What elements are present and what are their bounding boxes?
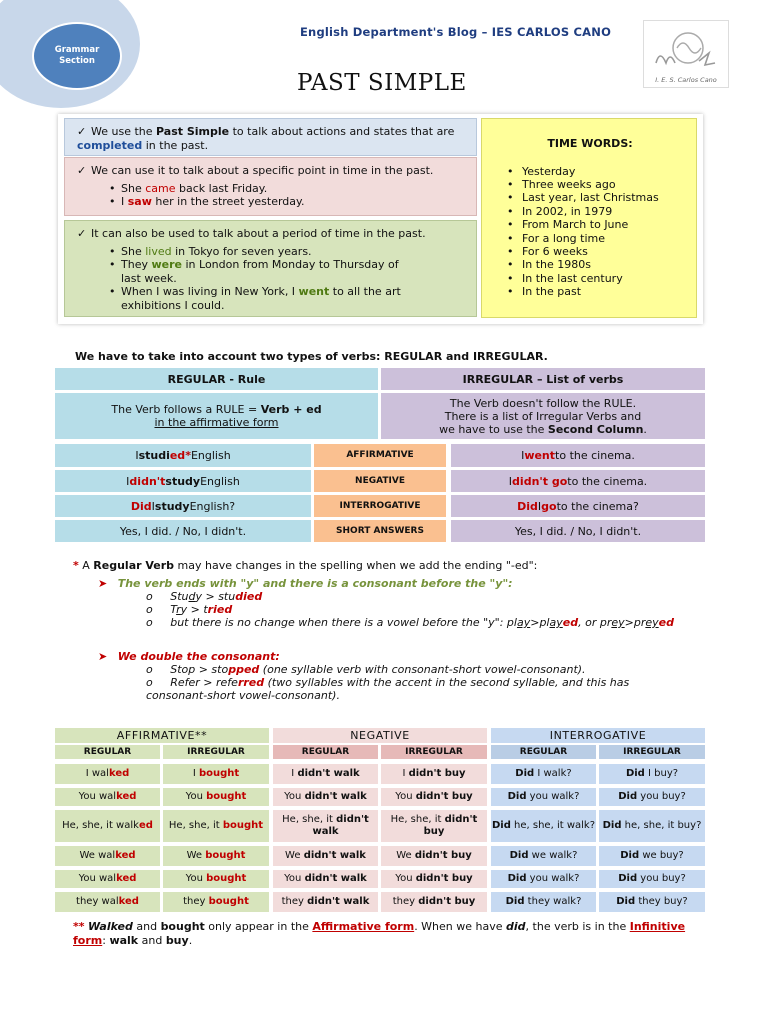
conjugation-cell bbox=[380, 891, 488, 913]
header-affirmative: AFFIRMATIVE** bbox=[54, 727, 270, 744]
conjugation-cell bbox=[54, 763, 161, 785]
conjugation-cell-text: Did they buy? bbox=[616, 896, 688, 907]
badge-line-2: Section bbox=[59, 56, 95, 66]
conjugation-cell bbox=[598, 845, 706, 867]
row-label-interrogative: INTERROGATIVE bbox=[313, 494, 447, 518]
conjugation-cell-text: You didn't buy bbox=[395, 873, 473, 884]
example-item: • She came back last Friday. bbox=[121, 182, 466, 196]
grammar-section-badge bbox=[32, 22, 122, 90]
use-keyword: Past Simple bbox=[156, 125, 230, 138]
time-word: • In the past bbox=[522, 285, 686, 298]
conjugation-cell-text: they didn't buy bbox=[392, 896, 476, 907]
affirmative-form-link[interactable]: Affirmative form bbox=[312, 920, 415, 933]
conjugation-cell-text: Did we buy? bbox=[620, 850, 684, 861]
conjugation-cell-text: He, she, it didn't walk bbox=[282, 814, 369, 837]
conjugation-cell bbox=[380, 845, 488, 867]
conjugation-cell-text: We didn't buy bbox=[396, 850, 472, 861]
use-box-point-in-time bbox=[64, 157, 477, 216]
use-line: It can also be used to talk about a period of time in the past. bbox=[91, 227, 426, 240]
use-text: to talk about actions and states that are bbox=[229, 125, 455, 138]
irregular-negative: I didn't go to the cinema. bbox=[450, 469, 706, 493]
arrow-icon: ➤ bbox=[98, 577, 108, 590]
conjugation-cell bbox=[162, 845, 270, 867]
conjugation-cell-text: I didn't buy bbox=[402, 768, 466, 779]
regular-affirmative: I studi ed * English bbox=[54, 443, 312, 468]
regular-interrogative: Did I study English? bbox=[54, 494, 312, 518]
conjugation-cell-text: He, she, it didn't buy bbox=[390, 814, 478, 837]
subheader: REGULAR bbox=[54, 744, 161, 760]
irregular-interrogative: Did I go to the cinema? bbox=[450, 494, 706, 518]
conjugation-cell bbox=[272, 891, 379, 913]
conjugation-cell bbox=[598, 869, 706, 889]
time-words-title: TIME WORDS: bbox=[547, 137, 633, 150]
conjugation-cell bbox=[54, 787, 161, 807]
irregular-affirmative: I went to the cinema. bbox=[450, 443, 706, 468]
time-word: • In 2002, in 1979 bbox=[522, 205, 686, 218]
conjugation-cell bbox=[162, 787, 270, 807]
badge-line-1: Grammar bbox=[54, 45, 100, 55]
time-word: • For 6 weeks bbox=[522, 245, 686, 258]
conjugation-cell bbox=[54, 809, 161, 843]
conjugation-cell bbox=[380, 869, 488, 889]
header-negative: NEGATIVE bbox=[272, 727, 488, 744]
conjugation-cell-text: We didn't walk bbox=[285, 850, 366, 861]
arrow-icon: ➤ bbox=[98, 650, 108, 663]
conjugation-cell-text: they bought bbox=[183, 896, 249, 907]
use-keyword: completed bbox=[77, 138, 143, 152]
conjugation-cell bbox=[162, 869, 270, 889]
school-logo bbox=[643, 20, 729, 88]
conjugation-cell-text: He, she, it walked bbox=[62, 820, 153, 831]
row-label-affirmative: AFFIRMATIVE bbox=[313, 443, 447, 468]
conjugation-cell bbox=[54, 845, 161, 867]
time-word: • From March to June bbox=[522, 218, 686, 231]
subheader: IRREGULAR bbox=[162, 744, 270, 760]
conjugation-cell-text: they walked bbox=[76, 896, 139, 907]
conjugation-cell bbox=[272, 763, 379, 785]
spelling-rule-double: ➤ We double the consonant: bbox=[98, 650, 280, 663]
conjugation-cell-text: We walked bbox=[79, 850, 136, 861]
infinitive-form-link[interactable]: Infinitive form bbox=[73, 920, 686, 947]
conjugation-cell-text: Did you buy? bbox=[618, 791, 686, 802]
conjugation-cell-text: Did you buy? bbox=[618, 873, 686, 884]
example-item: • When I was living in New York, I went to all the art exhibitions I could. bbox=[121, 285, 441, 312]
conjugation-cell bbox=[490, 869, 597, 889]
regular-header: REGULAR - Rule bbox=[54, 367, 379, 391]
time-word: • For a long time bbox=[522, 232, 686, 245]
conjugation-cell bbox=[162, 809, 270, 843]
spelling-example: o Refer > referred (two syllables with the accent in the second syllable, and this has consonant-short vowel-consonant). bbox=[146, 676, 630, 702]
checkmark-icon: ✓ bbox=[77, 164, 87, 177]
conjugation-cell bbox=[598, 891, 706, 913]
spelling-example: o Stop > stopped (one syllable verb with consonant-short vowel-consonant). bbox=[146, 663, 586, 676]
time-word: • Yesterday bbox=[522, 165, 686, 178]
conjugation-cell bbox=[598, 809, 706, 843]
conjugation-cell-text: they didn't walk bbox=[281, 896, 370, 907]
conjugation-cell bbox=[490, 845, 597, 867]
spelling-rule-y: ➤ The verb ends with "y" and there is a consonant before the "y": bbox=[98, 577, 513, 590]
conjugation-cell-text: We bought bbox=[186, 850, 246, 861]
example-item: • She lived in Tokyo for seven years. bbox=[121, 245, 466, 259]
irregular-header: IRREGULAR – List of verbs bbox=[380, 367, 706, 391]
conjugation-cell bbox=[490, 891, 597, 913]
subheader: IRREGULAR bbox=[598, 744, 706, 760]
conjugation-cell-text: I bought bbox=[192, 768, 240, 779]
conjugation-cell-text: You bought bbox=[185, 873, 247, 884]
time-word: • In the last century bbox=[522, 272, 686, 285]
row-label-negative: NEGATIVE bbox=[313, 469, 447, 493]
conjugation-cell-text: Did they walk? bbox=[505, 896, 582, 907]
time-word: • In the 1980s bbox=[522, 258, 686, 271]
time-words-list bbox=[494, 165, 686, 299]
conjugation-cell-text: Did you walk? bbox=[507, 873, 580, 884]
time-word: • Three weeks ago bbox=[522, 178, 686, 191]
conjugation-cell bbox=[162, 763, 270, 785]
conjugation-cell-text: I didn't walk bbox=[291, 768, 360, 779]
conjugation-cell bbox=[54, 869, 161, 889]
regular-negative: I didn't study English bbox=[54, 469, 312, 493]
conjugation-cell bbox=[490, 787, 597, 807]
use-line: We can use it to talk about a specific point in time in the past. bbox=[91, 164, 434, 177]
regular-rule: The Verb follows a RULE = Verb + ed in the affirmative form bbox=[54, 392, 379, 440]
conjugation-cell bbox=[598, 787, 706, 807]
example-item: • They were in London from Monday to Thursday of last week. bbox=[121, 258, 421, 285]
conjugation-cell bbox=[162, 891, 270, 913]
conjugation-cell bbox=[380, 787, 488, 807]
footnote: ** Walked and bought only appear in the Affirmative form. When we have did, the verb is in the Infinitive form: walk and buy. bbox=[73, 920, 686, 947]
subheader: REGULAR bbox=[272, 744, 379, 760]
verb-types-intro: We have to take into account two types of verbs: REGULAR and IRREGULAR. bbox=[75, 350, 548, 363]
logo-caption: I. E. S. Carlos Cano bbox=[655, 76, 717, 84]
checkmark-icon: ✓ bbox=[77, 125, 87, 138]
conjugation-cell bbox=[272, 809, 379, 843]
conjugation-cell-text: You didn't walk bbox=[284, 873, 367, 884]
conjugation-cell-text: I walked bbox=[85, 768, 130, 779]
use-box-completed bbox=[64, 118, 477, 156]
conjugation-cell bbox=[380, 763, 488, 785]
conjugation-cell-text: Did we walk? bbox=[509, 850, 578, 861]
example-item: • I saw her in the street yesterday. bbox=[121, 195, 466, 209]
use-text: We use the bbox=[91, 125, 157, 138]
school-logo-icon bbox=[644, 21, 730, 77]
spelling-example: o but there is no change when there is a vowel before the "y": play>played, or prey>preyed bbox=[146, 616, 674, 629]
spelling-intro: * A Regular Verb may have changes in the spelling when we add the ending "-ed": bbox=[73, 559, 538, 572]
page-title: PAST SIMPLE bbox=[297, 70, 467, 96]
conjugation-cell-text: Did I walk? bbox=[515, 768, 572, 779]
subheader: IRREGULAR bbox=[380, 744, 488, 760]
header-interrogative: INTERROGATIVE bbox=[490, 727, 706, 744]
use-box-period-of-time bbox=[64, 220, 477, 317]
irregular-rule: The Verb doesn't follow the RULE. There is a list of Irregular Verbs and we have to use the Second Column. bbox=[380, 392, 706, 440]
subheader: REGULAR bbox=[490, 744, 597, 760]
conjugation-cell-text: You didn't walk bbox=[284, 791, 367, 802]
spelling-example: o Try > tried bbox=[146, 603, 233, 616]
conjugation-cell bbox=[380, 809, 488, 843]
row-label-short-answers: SHORT ANSWERS bbox=[313, 519, 447, 543]
conjugation-cell-text: Did he, she, it walk? bbox=[491, 820, 596, 831]
conjugation-cell bbox=[272, 845, 379, 867]
spelling-example: o Study > studied bbox=[146, 590, 263, 603]
conjugation-cell-text: You walked bbox=[78, 791, 137, 802]
conjugation-cell-text: Did you walk? bbox=[507, 791, 580, 802]
conjugation-cell bbox=[598, 763, 706, 785]
time-words-box bbox=[481, 118, 697, 318]
blog-title: English Department's Blog – IES CARLOS CANO bbox=[300, 25, 612, 39]
conjugation-cell-text: Did I buy? bbox=[625, 768, 679, 779]
checkmark-icon: ✓ bbox=[77, 227, 87, 240]
conjugation-cell bbox=[54, 891, 161, 913]
conjugation-cell bbox=[490, 809, 597, 843]
conjugation-cell-text: He, she, it bought bbox=[168, 820, 264, 831]
irregular-short-answers: Yes, I did. / No, I didn't. bbox=[450, 519, 706, 543]
regular-short-answers: Yes, I did. / No, I didn't. bbox=[54, 519, 312, 543]
conjugation-cell bbox=[490, 763, 597, 785]
conjugation-cell bbox=[272, 869, 379, 889]
conjugation-cell-text: You bought bbox=[185, 791, 247, 802]
time-word: • Last year, last Christmas bbox=[522, 191, 686, 204]
conjugation-cell bbox=[272, 787, 379, 807]
use-text: in the past. bbox=[142, 138, 209, 152]
conjugation-cell-text: You didn't buy bbox=[395, 791, 473, 802]
conjugation-cell-text: Did he, she, it buy? bbox=[602, 820, 702, 831]
conjugation-cell-text: You walked bbox=[78, 873, 137, 884]
